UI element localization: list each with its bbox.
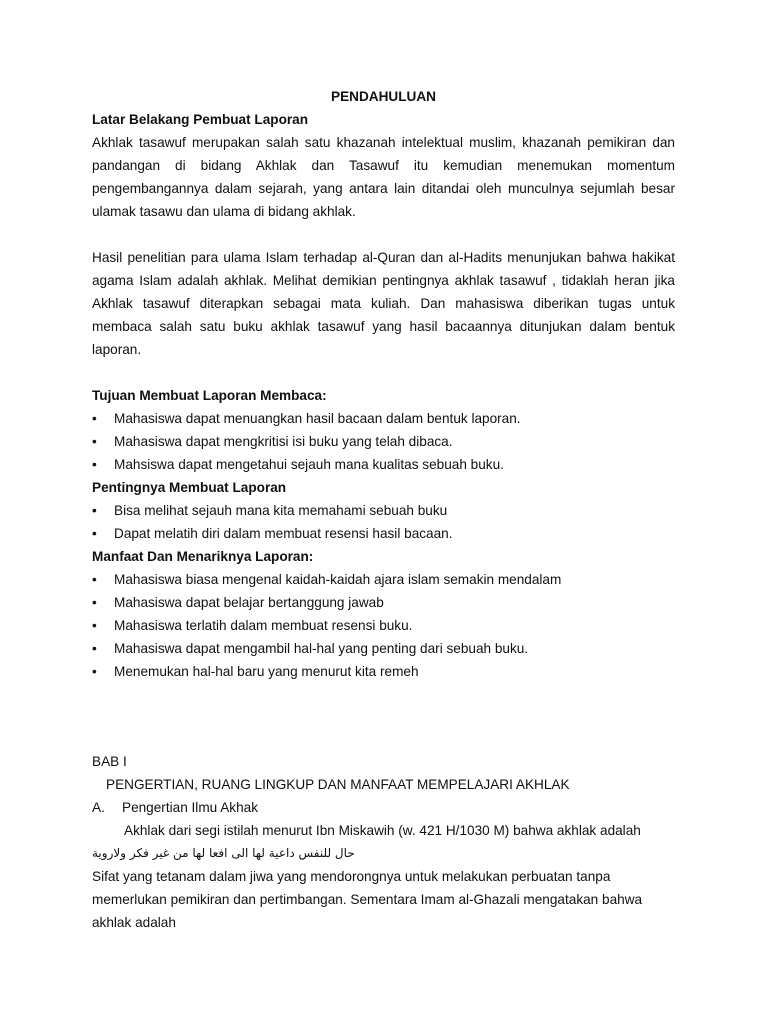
benefits-list xyxy=(92,568,675,683)
list-item: • Mahsiswa dapat mengetahui sejauh mana kualitas sebuah buku. xyxy=(92,453,675,476)
list-item: • Mahasiswa terlatih dalam membuat resensi buku. xyxy=(92,614,675,637)
definition-line: Akhlak dari segi istilah menurut Ibn Miskawih (w. 421 H/1030 M) bahwa akhlak adalah xyxy=(124,823,641,838)
arabic-definition: حال للنفس داعية لها الى افعا لها من غير فكر ولاروية xyxy=(92,846,355,860)
subsection-title: Pengertian Ilmu Akhak xyxy=(122,800,259,815)
importance-list xyxy=(92,499,675,545)
paragraph-background-1: Akhlak tasawuf merupakan salah satu khazanah intelektual muslim, khazanah pemikiran dan pandangan di bidang Akhlak dan Tasawuf itu kemudian menemukan momentum pengembangannya dalam sejarah, yang antara lain ditandai oleh munculnya sejumlah besar ulamak tasawu dan ulama di bidang akhlak. xyxy=(92,135,675,219)
section-heading-benefits: Manfaat Dan Menariknya Laporan: xyxy=(92,549,314,564)
chapter-label: BAB I xyxy=(92,754,127,769)
section-heading-importance: Pentingnya Membuat Laporan xyxy=(92,480,287,495)
paragraph-background-2: Hasil penelitian para ulama Islam terhadap al-Quran dan al-Hadits menunjukan bahwa hakikat agama Islam adalah akhlak. Melihat demikian pentingnya akhlak tasawuf , tidaklah heran jika Akhlak tasawuf diterapkan sebagai mata kuliah. Dan mahasiswa diberikan tugas untuk membaca salah satu buku akhlak tasawuf yang hasil bacaannya ditunjukan dalam bentuk laporan. xyxy=(92,250,675,357)
list-item: • Dapat melatih diri dalam membuat resensi hasil bacaan. xyxy=(92,522,675,545)
list-item: • Mahasiswa dapat belajar bertanggung jawab xyxy=(92,591,675,614)
list-item: • Mahasiswa dapat mengambil hal-hal yang penting dari sebuah buku. xyxy=(92,637,675,660)
section-heading-purpose: Tujuan Membuat Laporan Membaca: xyxy=(92,388,327,403)
list-item: • Mahasiswa dapat mengkritisi isi buku yang telah dibaca. xyxy=(92,430,675,453)
spacer xyxy=(92,361,675,384)
introduction-section xyxy=(92,85,675,683)
purpose-list xyxy=(92,407,675,476)
list-item: • Menemukan hal-hal baru yang menurut kita remeh xyxy=(92,660,675,683)
chapter-title: PENGERTIAN, RUANG LINGKUP DAN MANFAAT MEMPELAJARI AKHLAK xyxy=(106,777,570,792)
page-title: PENDAHULUAN xyxy=(331,89,436,104)
subsection-letter: A. xyxy=(92,800,105,815)
list-item: • Mahasiswa biasa mengenal kaidah-kaidah ajara islam semakin mendalam xyxy=(92,568,675,591)
definition-paragraph: Sifat yang tetanam dalam jiwa yang mendorongnya untuk melakukan perbuatan tanpa memerlukan pemikiran dan pertimbangan. Sementara Imam al-Ghazali mengatakan bahwa akhlak adalah xyxy=(92,869,643,930)
subsection-heading xyxy=(92,796,702,819)
list-item: • Bisa melihat sejauh mana kita memahami sebuah buku xyxy=(92,499,675,522)
list-item: • Mahasiswa dapat menuangkan hasil bacaan dalam bentuk laporan. xyxy=(92,407,675,430)
spacer xyxy=(92,223,675,246)
chapter-section xyxy=(92,750,702,934)
section-heading-background: Latar Belakang Pembuat Laporan xyxy=(92,112,309,127)
